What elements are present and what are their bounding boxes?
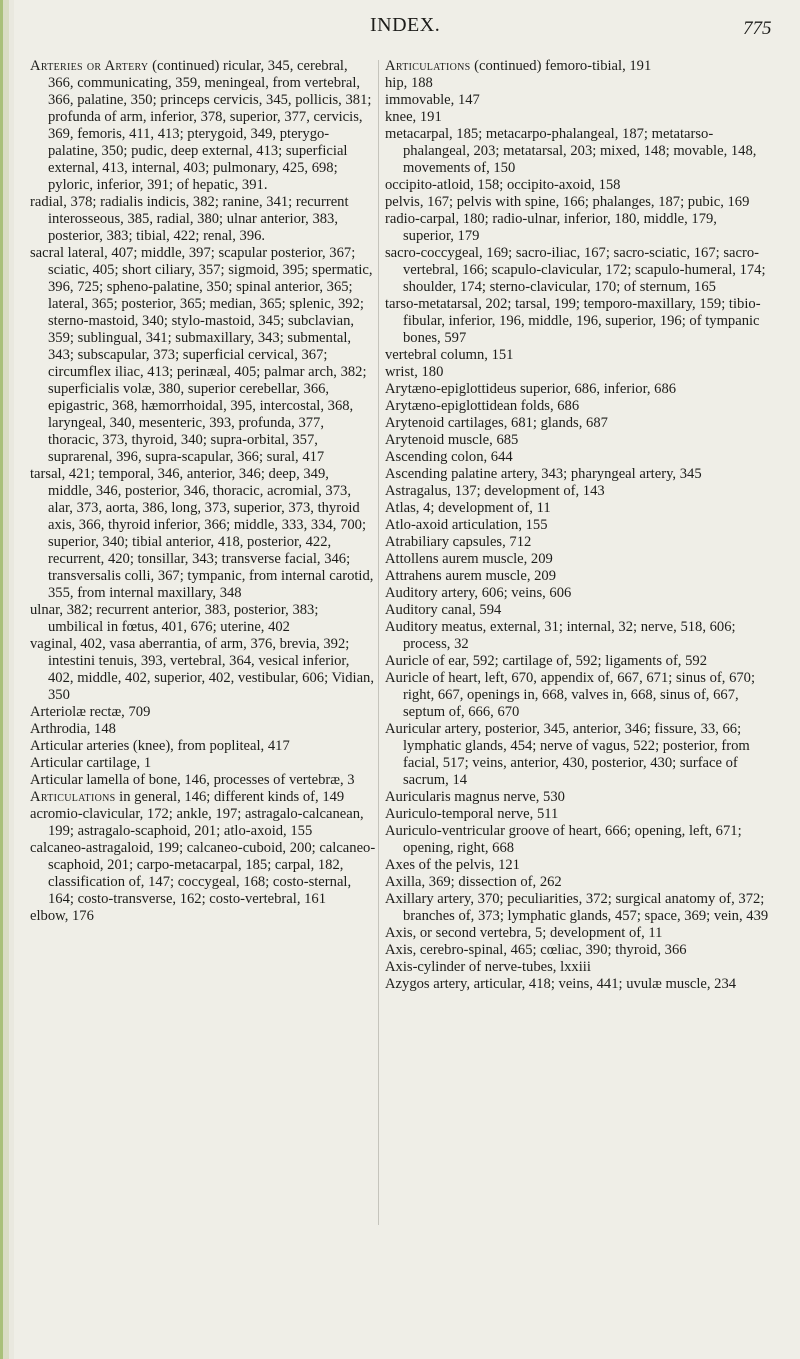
index-entry: Ascending palatine artery, 343; pharyngeal artery, 345 — [385, 466, 702, 482]
index-column-left — [30, 58, 376, 925]
index-entry: Auditory artery, 606; veins, 606 — [385, 585, 572, 601]
index-entry: Astragalus, 137; development of, 143 — [385, 483, 605, 499]
page-number: 775 — [743, 18, 772, 39]
index-entry: occipito-atloid, 158; occipito-axoid, 158 — [385, 177, 621, 193]
index-entry: Auditory canal, 594 — [385, 602, 502, 618]
page-binding-edge — [0, 0, 14, 1359]
index-entry: Arytæno-epiglottideus superior, 686, inferior, 686 — [385, 381, 677, 397]
index-entry: hip, 188 — [385, 75, 433, 91]
index-entry: Axillary artery, 370; peculiarities, 372; surgical anatomy of, 372; branches of, 373; lymphatic glands, 457; space, 369; vein, 439 — [385, 891, 769, 924]
index-entry: sacro-coccygeal, 169; sacro-iliac, 167; sacro-sciatic, 167; sacro-vertebral, 166; scapulo-clavicular, 172; scapulo-humeral, 174; shoulder, 174; sterno-clavicular, 170; of sternum, 165 — [385, 245, 766, 295]
index-entry: Arytenoid muscle, 685 — [385, 432, 519, 448]
index-entry: Arthrodia, 148 — [30, 721, 116, 737]
index-entry: sacral lateral, 407; middle, 397; scapular posterior, 367; sciatic, 405; short ciliary, 357; sigmoid, 395; spermatic, 396, 725; spheno-palatine, 350; spinal anterior, 365; lateral, 365; posterior, 365; median, 365; splenic, 392; sterno-mastoid, 340; stylo-mastoid, 345; subclavian, 359; sublingual, 341; submaxillary, 343; submental, 343; subscapular, 373; superficial cervical, 367; circumflex iliac, 413; perinæal, 405; palmar arch, 382; superficialis volæ, 380, superior cerebellar, 366, epigastric, 368, hæmorrhoidal, 395, intercostal, 368, laryngeal, 340, mesenteric, 393, profunda, 377, thoracic, 373, thyroid, 340; supra-orbital, 357, suprarenal, 396, supra-scapular, 366; sural, 417 — [30, 245, 373, 465]
index-heading-rest: (continued) femoro-tibial, 191 — [470, 58, 652, 74]
index-entry: Articular cartilage, 1 — [30, 755, 152, 771]
index-entry: wrist, 180 — [385, 364, 444, 380]
index-entry: Auriculo-ventricular groove of heart, 666; opening, left, 671; opening, right, 668 — [385, 823, 742, 856]
index-entry: Arytæno-epiglottidean folds, 686 — [385, 398, 580, 414]
index-entry: Auricularis magnus nerve, 530 — [385, 789, 565, 805]
index-entry: Auriculo-temporal nerve, 511 — [385, 806, 559, 822]
index-entry: pelvis, 167; pelvis with spine, 166; phalanges, 187; pubic, 169 — [385, 194, 750, 210]
index-entry: knee, 191 — [385, 109, 442, 125]
index-entry: Axis-cylinder of nerve-tubes, lxxiii — [385, 959, 591, 975]
index-entry: radial, 378; radialis indicis, 382; ranine, 341; recurrent interosseous, 385, radial, 380; ulnar anterior, 383, posterior, 383; tibial, 422; renal, 396. — [30, 194, 349, 244]
index-entry: Articular arteries (knee), from popliteal, 417 — [30, 738, 290, 754]
index-heading: Articulations — [385, 58, 471, 74]
index-entry: Auditory meatus, external, 31; internal, 32; nerve, 518, 606; process, 32 — [385, 619, 736, 652]
index-entry: calcaneo-astragaloid, 199; calcaneo-cuboid, 200; calcaneo-scaphoid, 201; carpo-metacarpal, 185; carpal, 182, classification of, 147; coccygeal, 168; costo-sternal, 164; costo-transverse, 162; costo-vertebral, 161 — [30, 840, 376, 907]
index-entry: immovable, 147 — [385, 92, 480, 108]
index-entry: ulnar, 382; recurrent anterior, 383, posterior, 383; umbilical in fœtus, 401, 676; uterine, 402 — [30, 602, 319, 635]
index-heading: Arteries or Artery — [30, 58, 149, 74]
index-entry: radio-carpal, 180; radio-ulnar, inferior, 180, middle, 179, superior, 179 — [385, 211, 717, 244]
index-entry: Auricle of heart, left, 670, appendix of, 667, 671; sinus of, 670; right, 667, openings in, 668, valves in, 668, sinus of, 667, septum of, 666, 670 — [385, 670, 756, 720]
index-entry: Arytenoid cartilages, 681; glands, 687 — [385, 415, 608, 431]
index-entry — [30, 789, 376, 806]
index-entry: Axis, or second vertebra, 5; development of, 11 — [385, 925, 663, 941]
index-entry: Axis, cerebro-spinal, 465; cœliac, 390; thyroid, 366 — [385, 942, 687, 958]
index-entry: vertebral column, 151 — [385, 347, 514, 363]
index-entry: Axes of the pelvis, 121 — [385, 857, 520, 873]
column-divider — [378, 60, 379, 1225]
index-entry: Articular lamella of bone, 146, processes of vertebræ, 3 — [30, 772, 355, 788]
index-entry: Ascending colon, 644 — [385, 449, 513, 465]
index-entry: Attollens aurem muscle, 209 — [385, 551, 553, 567]
index-entry: Azygos artery, articular, 418; veins, 441; uvulæ muscle, 234 — [385, 976, 737, 992]
index-entry: elbow, 176 — [30, 908, 94, 924]
index-entry: acromio-clavicular, 172; ankle, 197; astragalo-calcanean, 199; astragalo-scaphoid, 201; atlo-axoid, 155 — [30, 806, 364, 839]
index-entry: metacarpal, 185; metacarpo-phalangeal, 187; metatarso-phalangeal, 203; metatarsal, 203; mixed, 148; movable, 148, movements of, 150 — [385, 126, 757, 176]
index-entry — [385, 58, 770, 75]
index-entry: Atrabiliary capsules, 712 — [385, 534, 532, 550]
page-header — [0, 8, 800, 40]
index-entry: Auricle of ear, 592; cartilage of, 592; ligaments of, 592 — [385, 653, 707, 669]
index-entry: Atlo-axoid articulation, 155 — [385, 517, 548, 533]
index-entry: Attrahens aurem muscle, 209 — [385, 568, 557, 584]
index-entry: Atlas, 4; development of, 11 — [385, 500, 551, 516]
index-entry: Arteriolæ rectæ, 709 — [30, 704, 151, 720]
index-heading-rest: in general, 146; different kinds of, 149 — [115, 789, 345, 805]
index-entry: tarso-metatarsal, 202; tarsal, 199; temporo-maxillary, 159; tibio-fibular, inferior, 196, middle, 196, superior, 196; of tympanic bones, 597 — [385, 296, 761, 346]
index-column-right — [385, 58, 770, 993]
index-heading: Articulations — [30, 789, 116, 805]
index-entry — [30, 58, 376, 194]
index-entry: tarsal, 421; temporal, 346, anterior, 346; deep, 349, middle, 346, posterior, 346, thoracic, acromial, 373, alar, 373, aorta, 386, long, 373, superior, 373, thyroid axis, 366, thyroid inferior, 366; middle, 333, 334, 700; superior, 340; tibial anterior, 418, posterior, 422, recurrent, 420; tonsillar, 343; transverse facial, 346; transversalis colli, 367; tympanic, from internal carotid, 355, from internal maxillary, 348 — [30, 466, 374, 601]
index-entry: vaginal, 402, vasa aberrantia, of arm, 376, brevia, 392; intestini tenuis, 393, vertebral, 364, vesical inferior, 402, middle, 402, superior, 402, vestibular, 606; Vidian, 350 — [30, 636, 375, 703]
index-entry: Axilla, 369; dissection of, 262 — [385, 874, 562, 890]
running-title: INDEX. — [370, 14, 441, 36]
index-entry: Auricular artery, posterior, 345, anterior, 346; fissure, 33, 66; lymphatic glands, 454; nerve of vagus, 522; posterior, from facial, 517; veins, anterior, 430, posterior, 430; surface of sacrum, 14 — [385, 721, 750, 788]
index-heading-rest: (continued) ricular, 345, cerebral, 366, communicating, 359, meningeal, from vertebral, 366, palatine, 350; princeps cervicis, 345, pollicis, 381; profunda of arm, inferior, 378, superior, 377, cervicis, 369, femoris, 411, 413; pterygoid, 349, pterygo-palatine, 350; pudic, deep external, 413; superficial external, 413, internal, 403; pulmonary, 425, 698; pyloric, inferior, 391; of hepatic, 391. — [48, 58, 372, 193]
